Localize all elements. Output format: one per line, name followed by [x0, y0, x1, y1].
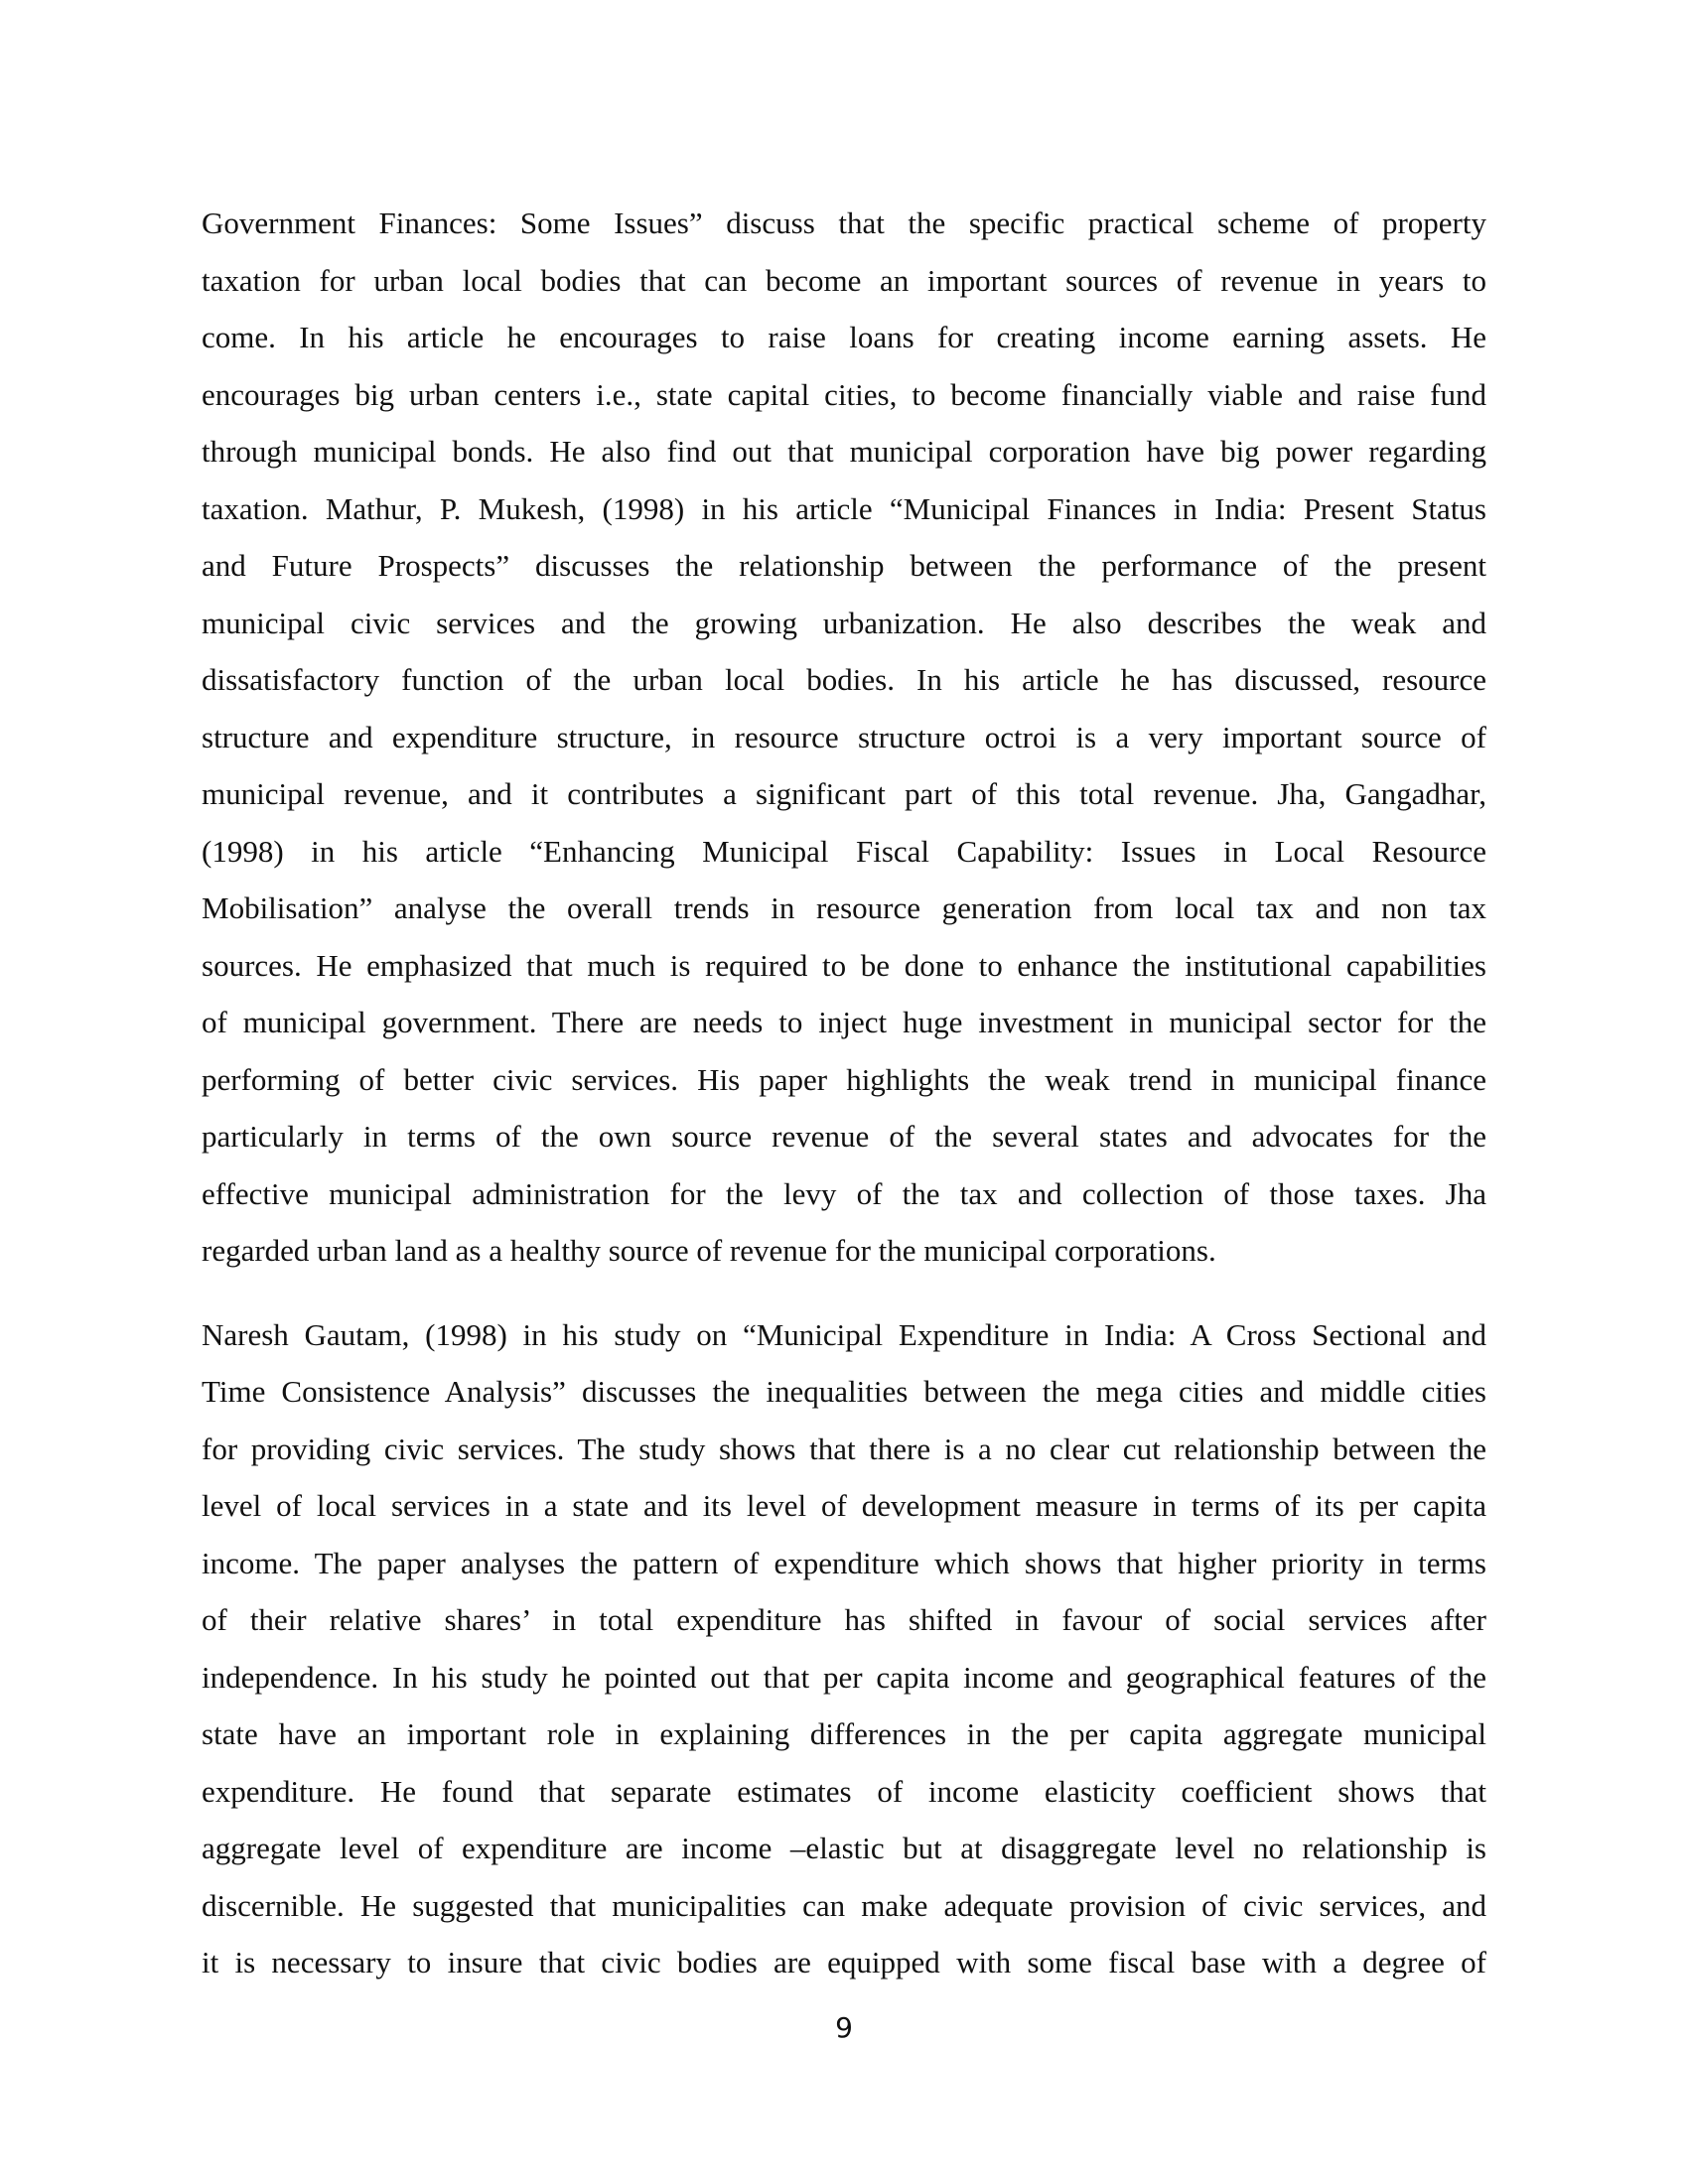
text-line [202, 765, 1486, 823]
text-line [202, 1108, 1486, 1165]
text-line-content: taxation. Mathur, P. Mukesh, (1998) in his article “Municipal Finances in India: Present Status [202, 490, 1486, 526]
text-line-content: aggregate level of expenditure are income –elastic but at disaggregate level no relationship is [202, 1831, 1486, 1865]
text-line-content: taxation for urban local bodies that can become an important sources of revenue in years to [202, 262, 1486, 298]
text-line [202, 1477, 1486, 1535]
text-line [202, 1222, 1486, 1280]
text-line-content: discernible. He suggested that municipalities can make adequate provision of civic services, and [202, 1887, 1486, 1923]
text-line [202, 709, 1486, 766]
text-line-content: and Future Prospects” discusses the relationship between the performance of the present [202, 548, 1486, 583]
text-line-content: of municipal government. There are needs to inject huge investment in municipal sector for the [202, 1005, 1486, 1039]
text-line [202, 937, 1486, 995]
text-line-content: for providing civic services. The study shows that there is a no clear cut relationship between the [202, 1431, 1486, 1466]
text-line-content: performing of better civic services. His paper highlights the weak trend in municipal finance [202, 1061, 1486, 1097]
text-line-content: municipal revenue, and it contributes a significant part of this total revenue. Jha, Gangadhar, [202, 776, 1486, 811]
text-line [202, 880, 1486, 937]
text-line-content: regarded urban land as a healthy source of revenue for the municipal corporations. [202, 1233, 1216, 1268]
text-line-content: sources. He emphasized that much is required to be done to enhance the institutional capabilities [202, 947, 1486, 983]
text-line-content: structure and expenditure structure, in resource structure octroi is a very important source of [202, 719, 1486, 754]
text-line [202, 1306, 1486, 1364]
text-line-content: it is necessary to insure that civic bodies are equipped with some fiscal base with a degree of [202, 1945, 1486, 1979]
text-line-content: income. The paper analyses the pattern of expenditure which shows that higher priority in terms [202, 1545, 1486, 1580]
text-line [202, 1535, 1486, 1592]
text-line [202, 1165, 1486, 1223]
text-line [202, 994, 1486, 1051]
text-line [202, 1363, 1486, 1421]
page-number: 9 [835, 2011, 853, 2044]
text-line-content: Naresh Gautam, (1998) in his study on “Municipal Expenditure in India: A Cross Sectional and [202, 1316, 1486, 1352]
text-line-content: through municipal bonds. He also find out that municipal corporation have big power regarding [202, 434, 1486, 469]
body-text [202, 195, 1486, 1991]
text-line [202, 1877, 1486, 1935]
text-line-content: Government Finances: Some Issues” discuss that the specific practical scheme of property [202, 205, 1486, 240]
paragraph [202, 1306, 1486, 1991]
text-line [202, 366, 1486, 424]
text-line-content: Time Consistence Analysis” discusses the inequalities between the mega cities and middle cities [202, 1374, 1486, 1409]
paragraph [202, 195, 1486, 1280]
text-line [202, 1051, 1486, 1109]
text-line [202, 537, 1486, 595]
text-line [202, 309, 1486, 366]
text-line [202, 1421, 1486, 1478]
text-line-content: level of local services in a state and its level of development measure in terms of its per capita [202, 1488, 1486, 1523]
text-line [202, 823, 1486, 881]
text-line [202, 651, 1486, 709]
text-line-content: expenditure. He found that separate estimates of income elasticity coefficient shows that [202, 1773, 1486, 1809]
text-line-content: come. In his article he encourages to raise loans for creating income earning assets. He [202, 320, 1486, 354]
text-line [202, 1934, 1486, 1991]
text-line-content: particularly in terms of the own source revenue of the several states and advocates for the [202, 1119, 1486, 1154]
text-line [202, 195, 1486, 252]
text-line-content: encourages big urban centers i.e., state capital cities, to become financially viable and raise fund [202, 376, 1486, 412]
text-line [202, 1706, 1486, 1763]
text-line-content: municipal civic services and the growing urbanization. He also describes the weak and [202, 605, 1486, 640]
text-line [202, 423, 1486, 480]
text-line [202, 1591, 1486, 1649]
text-line [202, 595, 1486, 652]
text-line [202, 252, 1486, 310]
text-line-content: state have an important role in explaining differences in the per capita aggregate municipal [202, 1716, 1486, 1751]
text-line [202, 1820, 1486, 1877]
text-line [202, 1649, 1486, 1706]
text-line [202, 480, 1486, 538]
text-line-content: independence. In his study he pointed out that per capita income and geographical features of the [202, 1659, 1486, 1695]
text-line-content: of their relative shares’ in total expenditure has shifted in favour of social services after [202, 1602, 1486, 1637]
text-line-content: dissatisfactory function of the urban local bodies. In his article he has discussed, resource [202, 662, 1486, 697]
text-line [202, 1763, 1486, 1821]
text-line-content: (1998) in his article “Enhancing Municipal Fiscal Capability: Issues in Local Resource [202, 833, 1486, 869]
text-line-content: effective municipal administration for the levy of the tax and collection of those taxes. Jha [202, 1175, 1486, 1211]
text-line-content: Mobilisation” analyse the overall trends in resource generation from local tax and non tax [202, 890, 1486, 925]
